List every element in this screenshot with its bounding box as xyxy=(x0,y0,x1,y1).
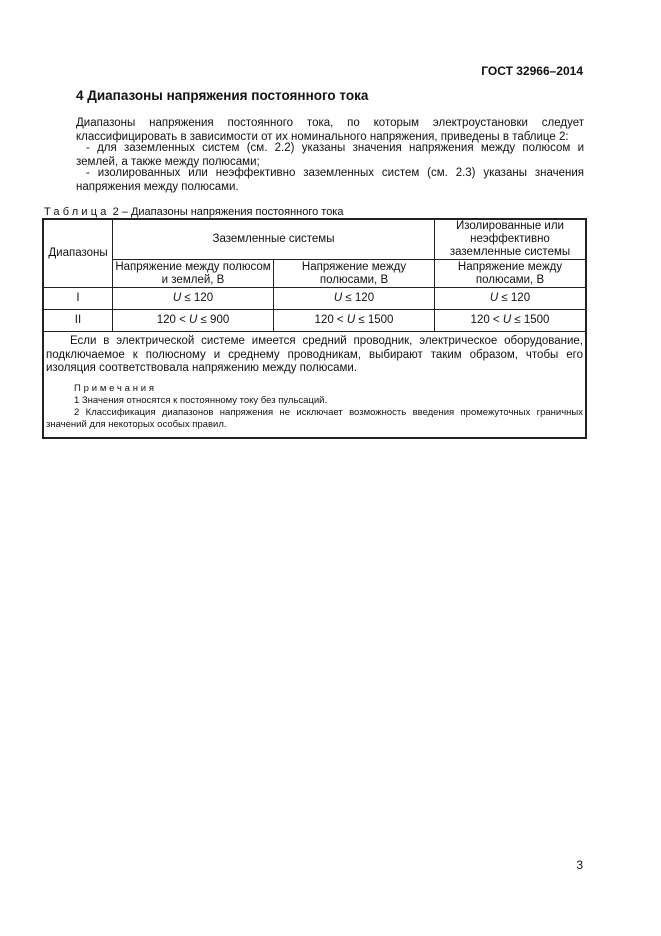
notes-title: Примечания xyxy=(74,382,157,394)
subheader-poles: Напряжение между полюсами, В xyxy=(274,260,435,288)
cell-value: 120 < U ≤ 900 xyxy=(113,310,274,332)
note-1: 1 Значения относятся к постоянному току без пульсаций. xyxy=(74,395,328,406)
header-grounded: Заземленные системы xyxy=(113,219,435,260)
document-code: ГОСТ 32966–2014 xyxy=(481,64,583,78)
cell-value: 120 < U ≤ 1500 xyxy=(435,310,587,332)
caption-word: Таблица xyxy=(44,206,110,218)
table-caption xyxy=(44,206,343,218)
header-ranges: Диапазоны xyxy=(43,219,113,288)
table-row xyxy=(43,288,586,310)
caption-text: – Диапазоны напряжения постоянного тока xyxy=(121,206,344,218)
table-footnote: Если в электрической системе имеется средний проводник, электрическое оборудование, подключаемое к полюсному и среднему проводникам, выбирают таким образом, чтобы его изоляция соответствовала напряжению между полюсами. xyxy=(46,335,583,374)
cell-value: U ≤ 120 xyxy=(274,288,435,310)
cell-value: 120 < U ≤ 1500 xyxy=(274,310,435,332)
page-number: 3 xyxy=(576,858,583,872)
cell-value: U ≤ 120 xyxy=(113,288,274,310)
intro-text: Диапазоны напряжения постоянного тока, по которым электроустановки следует классифицировать в зависимости от их номинального напряжения, приведены в таблице 2: xyxy=(76,117,584,143)
intro-paragraph xyxy=(76,116,584,144)
caption-number: 2 xyxy=(112,206,119,218)
section-title: 4 Диапазоны напряжения постоянного тока xyxy=(76,88,369,103)
note-2: 2 Классификация диапазонов напряжения не исключает возможность введения промежуточных граничных значений для некоторых особых правил. xyxy=(46,407,583,430)
subheader-poles-isolated: Напряжение между полюсами, В xyxy=(435,260,587,288)
list-item-isolated: - изолированных или неэффективно заземленных систем (см. 2.3) указаны значения напряжения между полюсами. xyxy=(76,167,584,193)
voltage-ranges-table xyxy=(42,218,587,439)
cell-value: U ≤ 120 xyxy=(435,288,587,310)
cell-range: II xyxy=(43,310,113,332)
list-item-grounded: - для заземленных систем (см. 2.2) указаны значения напряжения между полюсом и землей, а также между полюсами; xyxy=(76,142,584,168)
cell-range: I xyxy=(43,288,113,310)
table-row xyxy=(43,310,586,332)
table-footnote-cell xyxy=(43,332,586,439)
header-isolated: Изолированные или неэффективно заземленные системы xyxy=(435,219,587,260)
subheader-pole-earth: Напряжение между полюсом и землей, В xyxy=(113,260,274,288)
